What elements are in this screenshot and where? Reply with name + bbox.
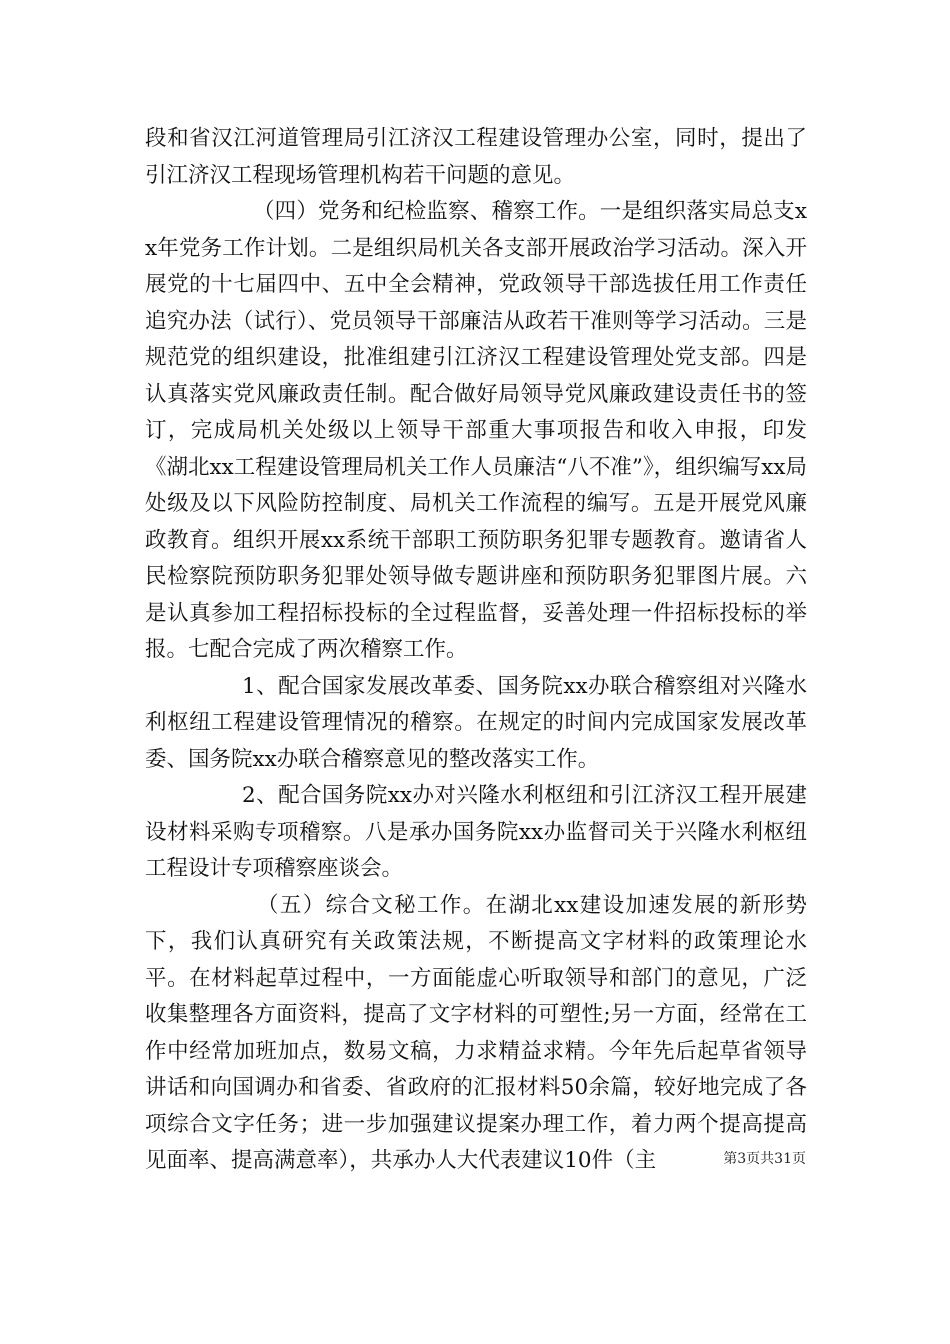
page-number: 第3页共31页	[723, 1151, 806, 1167]
paragraph-item-1: 1、配合国家发展改革委、国务院xx办联合稽察组对兴隆水利枢纽工程建设管理情况的稽察。在规定的时间内完成国家发展改革委、国务院xx办联合稽察意见的整改落实工作。	[145, 673, 807, 772]
paragraph-secretarial-work: （五）综合文秘工作。在湖北xx建设加速发展的新形势下，我们认真研究有关政策法规，不断提高文字材料的政策理论水平。在材料起草过程中，一方面能虚心听取领导和部门的意见，广泛收集整理各方面资料，提高了文字材料的可塑性;另一方面，经常在工作中经常加班加点，数易文稿，力求精益求精。今年先后起草省领导讲话和向国调办和省委、省政府的汇报材料50余篇，较好地完成了各项综合文字任务；进一步加强建议提案办理工作，着力两个提高提高见面率、提高满意率），共承办人大代表建议10件（主	[145, 892, 807, 1173]
paragraph-item-2: 2、配合国务院xx办对兴隆水利枢纽和引江济汉工程开展建设材料采购专项稽察。八是承办国务院xx办监督司关于兴隆水利枢纽工程设计专项稽察座谈会。	[145, 783, 807, 881]
paragraph-continuation: 段和省汉江河道管理局引江济汉工程建设管理办公室，同时，提出了引江济汉工程现场管理机构若干问题的意见。	[145, 126, 807, 188]
paragraph-party-affairs: （四）党务和纪检监察、稽察工作。一是组织落实局总支xx年党务工作计划。二是组织局机关各支部开展政治学习活动。深入开展党的十七届四中、五中全会精神，党政领导干部选拔任用工作责任追究办法（试行）、党员领导干部廉洁从政若干准则等学习活动。三是规范党的组织建设，批准组建引江济汉工程建设管理处党支部。四是认真落实党风廉政责任制。配合做好局领导党风廉政建设责任书的签订，完成局机关处级以上领导干部重大事项报告和收入申报，印发《湖北xx工程建设管理局机关工作人员廉洁“八不准”》，组织编写xx局处级及以下风险防控制度、局机关工作流程的编写。五是开展党风廉政教育。组织开展xx系统干部职工预防职务犯罪专题教育。邀请省人民检察院预防职务犯罪处领导做专题讲座和预防职务犯罪图片展。六是认真参加工程招标投标的全过程监督，妥善处理一件招标投标的举报。七配合完成了两次稽察工作。	[145, 199, 807, 662]
document-body	[145, 121, 807, 1180]
